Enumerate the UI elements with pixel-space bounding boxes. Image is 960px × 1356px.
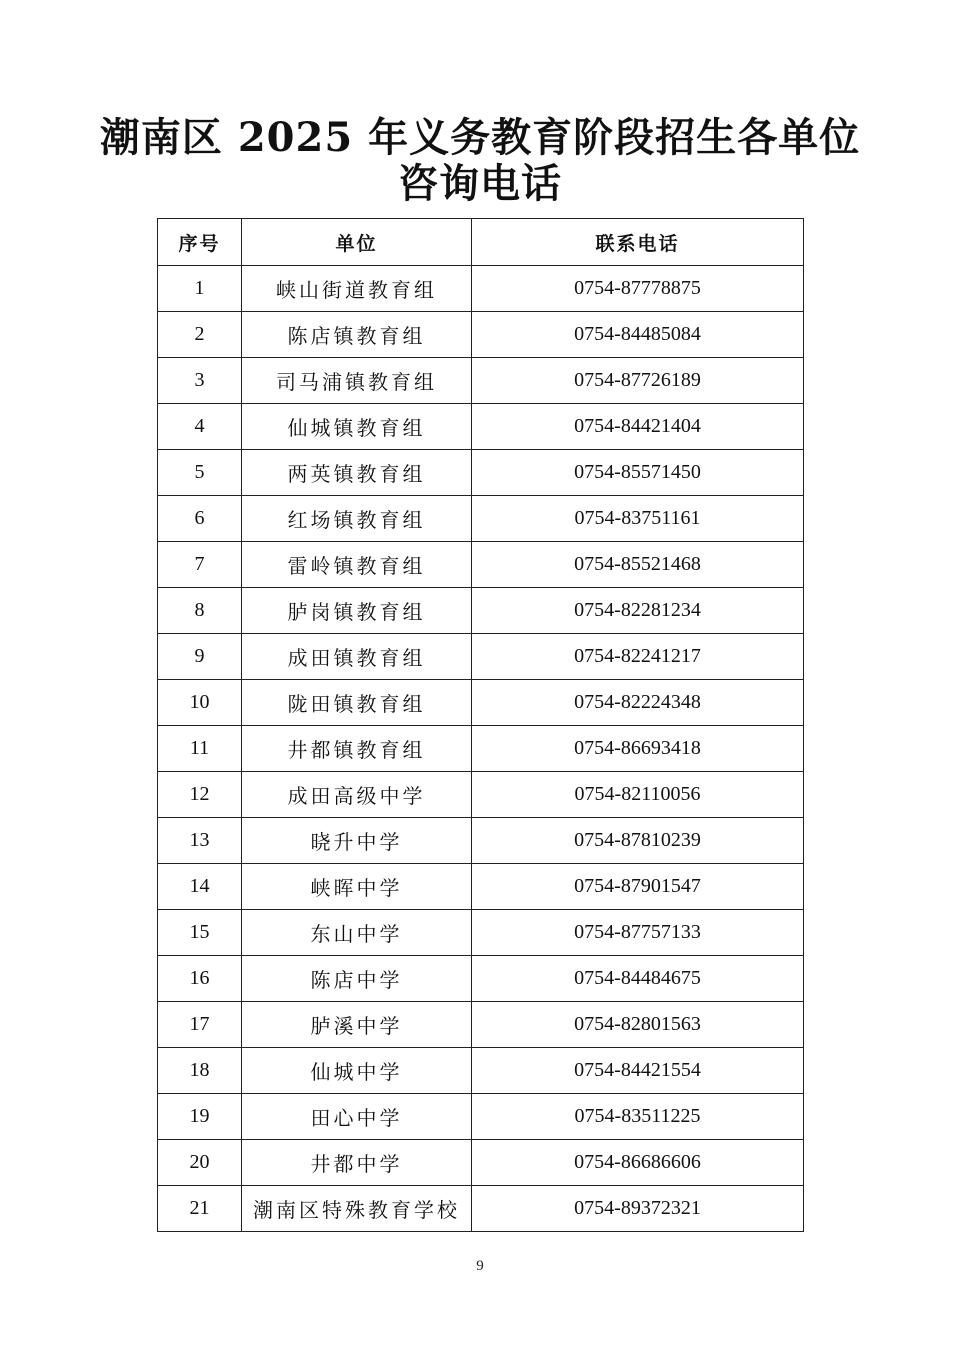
row-phone: 0754-82241217: [472, 634, 804, 680]
row-unit: 东山中学: [242, 910, 472, 956]
row-unit: 成田高级中学: [242, 772, 472, 818]
table-row: [158, 1186, 804, 1232]
row-unit: 胪溪中学: [242, 1002, 472, 1048]
row-index: 20: [158, 1140, 242, 1186]
row-phone: 0754-84484675: [472, 956, 804, 1002]
row-phone: 0754-85521468: [472, 542, 804, 588]
table-row: [158, 634, 804, 680]
row-phone: 0754-82281234: [472, 588, 804, 634]
row-phone: 0754-87726189: [472, 358, 804, 404]
row-unit: 成田镇教育组: [242, 634, 472, 680]
row-unit: 峡晖中学: [242, 864, 472, 910]
row-unit: 潮南区特殊教育学校: [242, 1186, 472, 1232]
row-index: 6: [158, 496, 242, 542]
row-index: 14: [158, 864, 242, 910]
row-unit: 雷岭镇教育组: [242, 542, 472, 588]
row-unit: 两英镇教育组: [242, 450, 472, 496]
row-index: 17: [158, 1002, 242, 1048]
row-phone: 0754-86693418: [472, 726, 804, 772]
table-header-row: [158, 219, 804, 266]
row-index: 10: [158, 680, 242, 726]
page-title-line2: 咨询电话: [398, 160, 562, 207]
row-index: 13: [158, 818, 242, 864]
row-index: 19: [158, 1094, 242, 1140]
row-phone: 0754-84421554: [472, 1048, 804, 1094]
row-phone: 0754-86686606: [472, 1140, 804, 1186]
row-phone: 0754-87901547: [472, 864, 804, 910]
table-row: [158, 542, 804, 588]
row-index: 11: [158, 726, 242, 772]
row-unit: 井都镇教育组: [242, 726, 472, 772]
row-phone: 0754-87757133: [472, 910, 804, 956]
table-row: [158, 1048, 804, 1094]
row-index: 18: [158, 1048, 242, 1094]
row-index: 21: [158, 1186, 242, 1232]
row-phone: 0754-87778875: [472, 266, 804, 312]
row-index: 9: [158, 634, 242, 680]
table-body: [158, 266, 804, 1232]
row-index: 7: [158, 542, 242, 588]
row-index: 8: [158, 588, 242, 634]
row-phone: 0754-82801563: [472, 1002, 804, 1048]
row-phone: 0754-84485084: [472, 312, 804, 358]
row-phone: 0754-85571450: [472, 450, 804, 496]
table-row: [158, 266, 804, 312]
header-index: 序号: [158, 219, 242, 266]
row-index: 4: [158, 404, 242, 450]
page-number: 9: [476, 1258, 484, 1274]
row-unit: 陈店中学: [242, 956, 472, 1002]
table-row: [158, 864, 804, 910]
row-index: 12: [158, 772, 242, 818]
table-row: [158, 772, 804, 818]
contacts-table: [157, 218, 804, 1232]
row-unit: 陈店镇教育组: [242, 312, 472, 358]
row-phone: 0754-89372321: [472, 1186, 804, 1232]
table-row: [158, 588, 804, 634]
row-index: 1: [158, 266, 242, 312]
table-row: [158, 1140, 804, 1186]
row-phone: 0754-82224348: [472, 680, 804, 726]
row-phone: 0754-83511225: [472, 1094, 804, 1140]
row-unit: 仙城镇教育组: [242, 404, 472, 450]
table-row: [158, 312, 804, 358]
page-title-line1: 潮南区 2025 年义务教育阶段招生各单位: [99, 114, 861, 161]
table-row: [158, 910, 804, 956]
row-index: 16: [158, 956, 242, 1002]
table-row: [158, 726, 804, 772]
row-phone: 0754-84421404: [472, 404, 804, 450]
row-unit: 司马浦镇教育组: [242, 358, 472, 404]
table-row: [158, 680, 804, 726]
row-index: 5: [158, 450, 242, 496]
table-row: [158, 358, 804, 404]
header-unit: 单位: [242, 219, 472, 266]
row-index: 3: [158, 358, 242, 404]
table-row: [158, 956, 804, 1002]
table-row: [158, 450, 804, 496]
table-row: [158, 496, 804, 542]
row-unit: 田心中学: [242, 1094, 472, 1140]
table-row: [158, 404, 804, 450]
row-unit: 井都中学: [242, 1140, 472, 1186]
row-unit: 峡山街道教育组: [242, 266, 472, 312]
row-phone: 0754-87810239: [472, 818, 804, 864]
row-unit: 陇田镇教育组: [242, 680, 472, 726]
table-row: [158, 1002, 804, 1048]
table-row: [158, 1094, 804, 1140]
table-row: [158, 818, 804, 864]
row-unit: 晓升中学: [242, 818, 472, 864]
row-index: 2: [158, 312, 242, 358]
row-phone: 0754-83751161: [472, 496, 804, 542]
row-unit: 胪岗镇教育组: [242, 588, 472, 634]
row-index: 15: [158, 910, 242, 956]
row-unit: 仙城中学: [242, 1048, 472, 1094]
row-phone: 0754-82110056: [472, 772, 804, 818]
header-phone: 联系电话: [472, 219, 804, 266]
row-unit: 红场镇教育组: [242, 496, 472, 542]
